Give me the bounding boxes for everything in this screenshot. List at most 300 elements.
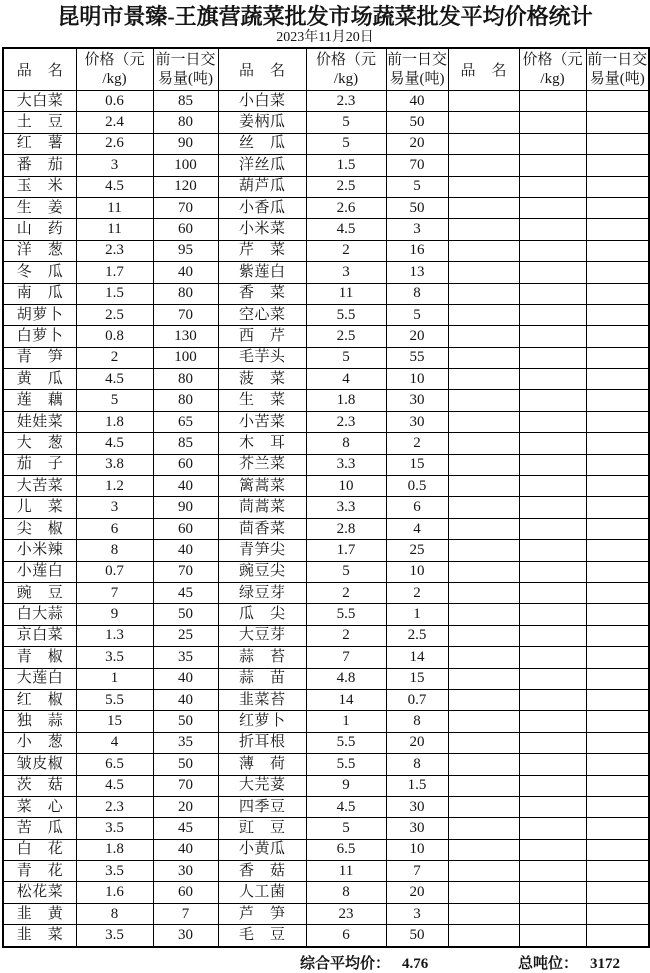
- volume-cell: 10: [386, 561, 448, 582]
- product-name-cell: 薄荷: [218, 754, 306, 775]
- price-cell: 2.4: [76, 112, 153, 133]
- volume-cell: [586, 647, 649, 668]
- price-cell: [519, 903, 586, 924]
- price-cell: 5: [76, 390, 153, 411]
- volume-cell: 10: [386, 839, 448, 860]
- table-row: [3, 582, 649, 603]
- price-cell: 5.5: [306, 732, 386, 753]
- price-cell: 8: [76, 540, 153, 561]
- product-name-cell: 白大蒜: [3, 604, 76, 625]
- price-cell: 5.5: [306, 754, 386, 775]
- price-cell: 2.6: [76, 133, 153, 154]
- price-cell: 3.3: [306, 497, 386, 518]
- column-header-volume: 前一日交 易量(吨): [386, 48, 448, 91]
- product-name-cell: 松花菜: [3, 882, 76, 903]
- volume-cell: 40: [153, 540, 218, 561]
- volume-cell: [586, 283, 649, 304]
- volume-cell: 50: [386, 197, 448, 218]
- price-cell: 2.5: [76, 304, 153, 325]
- price-cell: [519, 540, 586, 561]
- price-cell: 1.6: [76, 882, 153, 903]
- product-name-cell: 白花: [3, 839, 76, 860]
- volume-cell: [586, 262, 649, 283]
- table-row: [3, 518, 649, 539]
- product-name-cell: [448, 861, 519, 882]
- column-header-price: 价格（元 /kg): [306, 48, 386, 91]
- price-cell: 3.5: [76, 647, 153, 668]
- volume-cell: 15: [386, 668, 448, 689]
- price-cell: 5: [306, 347, 386, 368]
- price-cell: [519, 561, 586, 582]
- price-cell: [519, 411, 586, 432]
- volume-cell: [586, 925, 649, 947]
- product-name-cell: [448, 518, 519, 539]
- price-cell: 4.5: [306, 219, 386, 240]
- volume-cell: [586, 497, 649, 518]
- price-cell: 7: [76, 582, 153, 603]
- price-cell: [519, 732, 586, 753]
- product-name-cell: 菜心: [3, 796, 76, 817]
- product-name-cell: 生姜: [3, 197, 76, 218]
- product-name-cell: 小莲白: [3, 561, 76, 582]
- volume-cell: 80: [153, 390, 218, 411]
- price-cell: 1: [306, 711, 386, 732]
- volume-cell: [586, 454, 649, 475]
- price-cell: [519, 112, 586, 133]
- table-body: [3, 91, 649, 947]
- volume-cell: 35: [153, 732, 218, 753]
- price-cell: [519, 133, 586, 154]
- table-row: [3, 347, 649, 368]
- volume-cell: [586, 625, 649, 646]
- product-name-cell: 小苦菜: [218, 411, 306, 432]
- product-name-cell: [448, 561, 519, 582]
- product-name-cell: [448, 240, 519, 261]
- price-cell: 4.5: [306, 796, 386, 817]
- price-cell: 2: [76, 347, 153, 368]
- table-row: [3, 540, 649, 561]
- volume-cell: 30: [386, 390, 448, 411]
- price-cell: 11: [306, 861, 386, 882]
- volume-cell: [586, 369, 649, 390]
- product-name-cell: 小米菜: [218, 219, 306, 240]
- product-name-cell: 小米辣: [3, 540, 76, 561]
- report-date: 2023年11月20日: [276, 30, 374, 45]
- product-name-cell: 大苦菜: [3, 476, 76, 497]
- product-name-cell: [448, 219, 519, 240]
- price-cell: 4: [76, 732, 153, 753]
- volume-cell: 25: [153, 625, 218, 646]
- product-name-cell: 大白菜: [3, 91, 76, 112]
- product-name-cell: 空心菜: [218, 304, 306, 325]
- table-row: [3, 689, 649, 710]
- column-header-price: 价格（元 /kg): [519, 48, 586, 91]
- price-cell: 0.7: [76, 561, 153, 582]
- page-title: 昆明市景臻-王旗营蔬菜批发市场蔬菜批发平均价格统计: [57, 4, 593, 29]
- product-name-cell: 瓜尖: [218, 604, 306, 625]
- table-row: [3, 882, 649, 903]
- volume-cell: 3: [386, 219, 448, 240]
- volume-cell: [586, 197, 649, 218]
- product-name-cell: 茴香菜: [218, 518, 306, 539]
- product-name-cell: [448, 283, 519, 304]
- price-cell: 2.5: [306, 176, 386, 197]
- volume-cell: 85: [153, 91, 218, 112]
- volume-cell: [586, 240, 649, 261]
- price-cell: 1.2: [76, 476, 153, 497]
- volume-cell: 2.5: [386, 625, 448, 646]
- table-row: [3, 903, 649, 924]
- column-header-name: [448, 48, 519, 91]
- price-cell: 23: [306, 903, 386, 924]
- volume-cell: [586, 582, 649, 603]
- price-cell: 9: [76, 604, 153, 625]
- volume-cell: 20: [386, 732, 448, 753]
- volume-cell: 5: [386, 304, 448, 325]
- table-row: [3, 91, 649, 112]
- price-cell: [519, 433, 586, 454]
- volume-cell: [586, 304, 649, 325]
- price-cell: 2: [306, 582, 386, 603]
- table-row: [3, 369, 649, 390]
- volume-cell: 80: [153, 283, 218, 304]
- product-name-cell: [448, 647, 519, 668]
- price-cell: 6: [306, 925, 386, 947]
- price-cell: 5: [306, 818, 386, 839]
- volume-cell: 50: [153, 754, 218, 775]
- product-name-cell: [448, 411, 519, 432]
- volume-cell: 1: [386, 604, 448, 625]
- price-cell: 9: [306, 775, 386, 796]
- volume-cell: 45: [153, 818, 218, 839]
- volume-cell: 50: [386, 112, 448, 133]
- price-cell: [519, 582, 586, 603]
- price-cell: 3.5: [76, 818, 153, 839]
- price-cell: 4.5: [76, 433, 153, 454]
- product-name-cell: 青花: [3, 861, 76, 882]
- product-name-cell: [448, 304, 519, 325]
- product-name-cell: [448, 882, 519, 903]
- product-name-cell: 毛芋头: [218, 347, 306, 368]
- table-row: [3, 861, 649, 882]
- volume-cell: 55: [386, 347, 448, 368]
- volume-cell: 20: [386, 882, 448, 903]
- price-cell: [519, 754, 586, 775]
- product-name-cell: [448, 369, 519, 390]
- product-name-cell: 青笋尖: [218, 540, 306, 561]
- product-name-cell: [448, 262, 519, 283]
- table-row: [3, 411, 649, 432]
- volume-cell: 90: [153, 133, 218, 154]
- price-cell: 2.3: [76, 240, 153, 261]
- volume-cell: 45: [153, 582, 218, 603]
- product-name-cell: [448, 711, 519, 732]
- table-row: [3, 133, 649, 154]
- price-cell: 3.5: [76, 925, 153, 947]
- volume-cell: [586, 604, 649, 625]
- product-name-cell: 四季豆: [218, 796, 306, 817]
- product-name-cell: 豌豆尖: [218, 561, 306, 582]
- product-name-cell: 香菜: [218, 283, 306, 304]
- table-row: [3, 240, 649, 261]
- column-header-name-label: 品名: [239, 63, 285, 79]
- product-name-cell: [448, 775, 519, 796]
- volume-cell: 70: [153, 561, 218, 582]
- volume-cell: 30: [386, 796, 448, 817]
- price-cell: 4.5: [76, 369, 153, 390]
- table-row: [3, 326, 649, 347]
- product-name-cell: 大莲白: [3, 668, 76, 689]
- price-cell: 4: [306, 369, 386, 390]
- price-cell: [519, 476, 586, 497]
- volume-cell: 50: [153, 604, 218, 625]
- volume-cell: 95: [153, 240, 218, 261]
- table-row: [3, 219, 649, 240]
- product-name-cell: 青笋: [3, 347, 76, 368]
- volume-cell: [586, 775, 649, 796]
- product-name-cell: 玉米: [3, 176, 76, 197]
- price-cell: [519, 689, 586, 710]
- product-name-cell: 儿菜: [3, 497, 76, 518]
- volume-cell: 8: [386, 283, 448, 304]
- product-name-cell: [448, 582, 519, 603]
- volume-cell: 35: [153, 647, 218, 668]
- product-name-cell: 折耳根: [218, 732, 306, 753]
- product-name-cell: [448, 903, 519, 924]
- product-name-cell: 韭菜: [3, 925, 76, 947]
- volume-cell: 7: [386, 861, 448, 882]
- column-header-name-label: 品名: [460, 63, 507, 79]
- price-cell: 5.5: [76, 689, 153, 710]
- volume-cell: 8: [386, 711, 448, 732]
- volume-cell: 40: [153, 839, 218, 860]
- product-name-cell: 绿豆芽: [218, 582, 306, 603]
- price-cell: 2.3: [76, 796, 153, 817]
- volume-cell: 20: [386, 133, 448, 154]
- volume-cell: [586, 839, 649, 860]
- table-row: [3, 476, 649, 497]
- product-name-cell: 大芫荽: [218, 775, 306, 796]
- price-cell: 6.5: [306, 839, 386, 860]
- price-cell: [519, 240, 586, 261]
- average-price: [300, 952, 428, 973]
- price-cell: 1.8: [306, 390, 386, 411]
- total-tonnage-label: 总吨位：: [518, 955, 579, 972]
- product-name-cell: 韭菜苔: [218, 689, 306, 710]
- volume-cell: [586, 476, 649, 497]
- product-name-cell: 洋葱: [3, 240, 76, 261]
- table-row: [3, 604, 649, 625]
- price-cell: [519, 775, 586, 796]
- product-name-cell: 皱皮椒: [3, 754, 76, 775]
- price-table: [2, 47, 650, 948]
- product-name-cell: 香菇: [218, 861, 306, 882]
- product-name-cell: [448, 155, 519, 176]
- product-name-cell: [448, 668, 519, 689]
- volume-cell: 60: [153, 219, 218, 240]
- product-name-cell: 苦瓜: [3, 818, 76, 839]
- product-name-cell: 冬瓜: [3, 262, 76, 283]
- price-cell: 1.5: [76, 283, 153, 304]
- price-cell: [519, 219, 586, 240]
- price-cell: 5: [306, 112, 386, 133]
- price-cell: [519, 347, 586, 368]
- volume-cell: 2: [386, 433, 448, 454]
- price-cell: [519, 262, 586, 283]
- column-header-name: [3, 48, 76, 91]
- volume-cell: 7: [153, 903, 218, 924]
- product-name-cell: [448, 604, 519, 625]
- product-name-cell: 独蒜: [3, 711, 76, 732]
- product-name-cell: 豇豆: [218, 818, 306, 839]
- product-name-cell: 莲藕: [3, 390, 76, 411]
- volume-cell: 50: [153, 711, 218, 732]
- volume-cell: 70: [153, 304, 218, 325]
- product-name-cell: [448, 91, 519, 112]
- product-name-cell: 茄子: [3, 454, 76, 475]
- volume-cell: 30: [386, 818, 448, 839]
- price-cell: 2.6: [306, 197, 386, 218]
- price-cell: [519, 197, 586, 218]
- price-cell: 1.3: [76, 625, 153, 646]
- price-cell: 3: [76, 497, 153, 518]
- product-name-cell: 土豆: [3, 112, 76, 133]
- volume-cell: [586, 518, 649, 539]
- price-cell: [519, 604, 586, 625]
- product-name-cell: 茨菇: [3, 775, 76, 796]
- product-name-cell: [448, 476, 519, 497]
- table-row: [3, 262, 649, 283]
- product-name-cell: [448, 433, 519, 454]
- price-cell: 11: [76, 197, 153, 218]
- price-cell: 2.3: [306, 411, 386, 432]
- product-name-cell: 大豆芽: [218, 625, 306, 646]
- volume-cell: 40: [153, 689, 218, 710]
- volume-cell: 20: [386, 326, 448, 347]
- product-name-cell: 白萝卜: [3, 326, 76, 347]
- product-name-cell: [448, 818, 519, 839]
- volume-cell: 40: [153, 476, 218, 497]
- table-row: [3, 711, 649, 732]
- volume-cell: 60: [153, 454, 218, 475]
- price-cell: [519, 155, 586, 176]
- volume-cell: 13: [386, 262, 448, 283]
- price-cell: [519, 176, 586, 197]
- product-name-cell: [448, 754, 519, 775]
- volume-cell: 65: [153, 411, 218, 432]
- product-name-cell: 小黄瓜: [218, 839, 306, 860]
- price-cell: [519, 390, 586, 411]
- volume-cell: 10: [386, 369, 448, 390]
- volume-cell: [586, 711, 649, 732]
- product-name-cell: [448, 197, 519, 218]
- product-name-cell: 蒜苗: [218, 668, 306, 689]
- table-footer: [0, 948, 650, 972]
- price-cell: 5.5: [306, 604, 386, 625]
- table-row: [3, 818, 649, 839]
- price-cell: 3: [306, 262, 386, 283]
- price-cell: [519, 711, 586, 732]
- table-row: [3, 754, 649, 775]
- product-name-cell: 胡萝卜: [3, 304, 76, 325]
- price-cell: 8: [306, 433, 386, 454]
- volume-cell: 80: [153, 369, 218, 390]
- price-cell: 6: [76, 518, 153, 539]
- volume-cell: [586, 540, 649, 561]
- product-name-cell: 葫芦瓜: [218, 176, 306, 197]
- volume-cell: 60: [153, 518, 218, 539]
- volume-cell: [586, 433, 649, 454]
- product-name-cell: 芦笋: [218, 903, 306, 924]
- column-header-volume: 前一日交 易量(吨): [586, 48, 649, 91]
- table-row: [3, 283, 649, 304]
- price-cell: [519, 839, 586, 860]
- volume-cell: 30: [386, 411, 448, 432]
- product-name-cell: [448, 347, 519, 368]
- product-name-cell: [448, 839, 519, 860]
- price-cell: [519, 861, 586, 882]
- product-name-cell: [448, 689, 519, 710]
- table-row: [3, 390, 649, 411]
- volume-cell: 1.5: [386, 775, 448, 796]
- price-cell: [519, 796, 586, 817]
- price-cell: [519, 625, 586, 646]
- product-name-cell: 姜柄瓜: [218, 112, 306, 133]
- price-cell: 1.7: [306, 540, 386, 561]
- price-cell: 3.3: [306, 454, 386, 475]
- volume-cell: 130: [153, 326, 218, 347]
- volume-cell: [586, 561, 649, 582]
- product-name-cell: 娃娃菜: [3, 411, 76, 432]
- product-name-cell: 毛豆: [218, 925, 306, 947]
- price-cell: 15: [76, 711, 153, 732]
- column-header-name: [218, 48, 306, 91]
- price-cell: [519, 882, 586, 903]
- volume-cell: 8: [386, 754, 448, 775]
- table-row: [3, 839, 649, 860]
- header-row: [3, 48, 649, 91]
- volume-cell: 70: [153, 775, 218, 796]
- price-cell: 4.8: [306, 668, 386, 689]
- price-cell: 10: [306, 476, 386, 497]
- table-row: [3, 647, 649, 668]
- product-name-cell: 番茄: [3, 155, 76, 176]
- product-name-cell: 小香瓜: [218, 197, 306, 218]
- price-cell: [519, 497, 586, 518]
- table-row: [3, 497, 649, 518]
- volume-cell: 4: [386, 518, 448, 539]
- price-cell: 2.8: [306, 518, 386, 539]
- price-cell: 3.5: [76, 861, 153, 882]
- product-name-cell: 菠菜: [218, 369, 306, 390]
- price-cell: 5: [306, 561, 386, 582]
- price-cell: [519, 91, 586, 112]
- volume-cell: [586, 219, 649, 240]
- price-cell: 1.8: [76, 411, 153, 432]
- volume-cell: [586, 689, 649, 710]
- volume-cell: [586, 91, 649, 112]
- product-name-cell: 小葱: [3, 732, 76, 753]
- volume-cell: 5: [386, 176, 448, 197]
- price-cell: [519, 518, 586, 539]
- volume-cell: [586, 903, 649, 924]
- table-row: [3, 433, 649, 454]
- price-cell: 3: [76, 155, 153, 176]
- volume-cell: [586, 176, 649, 197]
- product-name-cell: 芹菜: [218, 240, 306, 261]
- product-name-cell: [448, 625, 519, 646]
- volume-cell: 50: [386, 925, 448, 947]
